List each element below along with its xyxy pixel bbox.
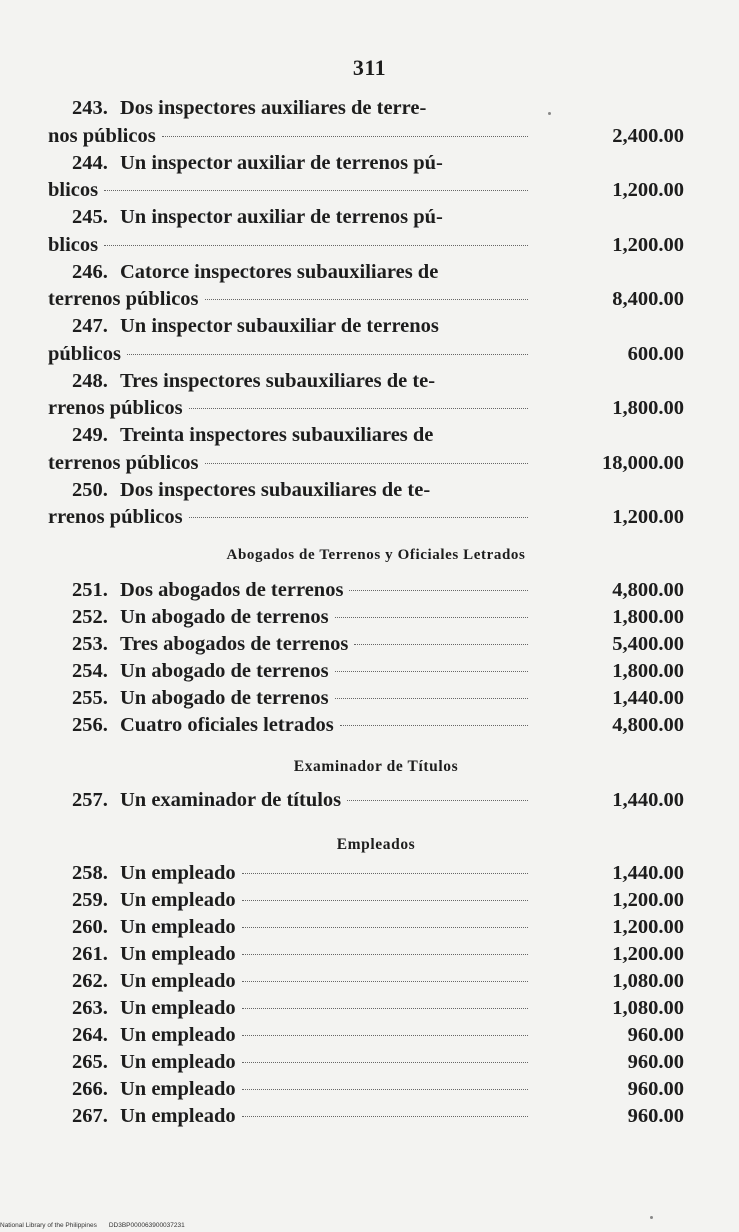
entry-text: Dos inspectores auxiliares de terre- xyxy=(120,97,427,119)
section-heading: Abogados de Terrenos y Oficiales Letrados xyxy=(226,547,526,563)
dot-leader xyxy=(242,927,528,928)
entry-amount: 1,800.00 xyxy=(612,606,684,628)
dot-leader xyxy=(242,1008,528,1009)
entry-263 xyxy=(48,995,684,1022)
entry-amount: 1,080.00 xyxy=(612,970,684,992)
entry-number: 256. xyxy=(72,714,108,736)
entry-number: 266. xyxy=(72,1078,108,1100)
entry-text: Tres abogados de terrenos xyxy=(120,633,349,655)
dot-leader xyxy=(242,1089,528,1090)
entry-text: Dos abogados de terrenos xyxy=(120,579,344,601)
entry-text-cont: rrenos públicos xyxy=(48,506,183,528)
entry-amount: 960.00 xyxy=(627,1051,684,1073)
entry-amount: 4,800.00 xyxy=(612,579,684,601)
entry-number: 267. xyxy=(72,1105,108,1127)
entry-number: 265. xyxy=(72,1051,108,1073)
entry-255 xyxy=(48,685,684,712)
entry-amount: 1,800.00 xyxy=(612,397,684,419)
entry-amount: 1,440.00 xyxy=(612,789,684,811)
section-empleados xyxy=(48,830,684,1130)
dot-leader xyxy=(335,671,528,672)
entry-254 xyxy=(48,658,684,685)
entry-number: 254. xyxy=(72,660,108,682)
entry-247 xyxy=(48,313,684,368)
dot-leader xyxy=(242,981,528,982)
entry-text: Un empleado xyxy=(120,1078,236,1100)
entry-text-cont: rrenos públicos xyxy=(48,397,183,419)
entry-text: Un empleado xyxy=(120,970,236,992)
entry-amount: 1,200.00 xyxy=(612,916,684,938)
entry-250 xyxy=(48,477,684,532)
entry-256 xyxy=(48,712,684,739)
entry-number: 251. xyxy=(72,579,108,601)
entry-243 xyxy=(48,95,684,150)
entry-text-cont: terrenos públicos xyxy=(48,451,199,474)
entry-text: Un empleado xyxy=(120,1024,236,1046)
section-examinador xyxy=(48,752,684,814)
entry-number: 253. xyxy=(72,633,108,655)
entry-amount: 1,440.00 xyxy=(612,862,684,884)
section-heading: Empleados xyxy=(336,836,416,853)
dot-leader xyxy=(127,354,528,355)
entry-260 xyxy=(48,914,684,941)
dot-leader xyxy=(205,299,528,300)
dot-leader xyxy=(335,698,528,699)
entry-number: 252. xyxy=(72,606,108,628)
entry-number: 258. xyxy=(72,862,108,884)
entry-text: Un inspector subauxiliar de terrenos xyxy=(120,315,439,337)
dot-leader xyxy=(162,136,528,137)
dot-leader xyxy=(335,617,528,618)
dot-leader xyxy=(347,800,528,801)
entry-text: Un inspector auxiliar de terrenos pú- xyxy=(120,206,443,228)
entry-number: 257. xyxy=(72,789,108,811)
entry-amount: 1,080.00 xyxy=(612,997,684,1019)
entry-amount: 5,400.00 xyxy=(612,633,684,655)
section-abogados xyxy=(48,540,684,739)
entry-amount: 960.00 xyxy=(627,1105,684,1127)
dot-leader xyxy=(242,1035,528,1036)
entry-number: 249. xyxy=(72,424,108,446)
entry-text: Treinta inspectores subauxiliares de xyxy=(120,424,434,446)
entry-amount: 1,200.00 xyxy=(612,506,684,528)
entry-text-cont: blicos xyxy=(48,179,99,201)
entry-number: 259. xyxy=(72,889,108,911)
entry-amount: 18,000.00 xyxy=(602,451,684,474)
entry-amount: 1,440.00 xyxy=(612,687,684,709)
entry-text-cont: públicos xyxy=(48,342,121,365)
entry-text: Un empleado xyxy=(120,943,236,965)
dot-leader xyxy=(242,954,528,955)
entry-262 xyxy=(48,968,684,995)
section-heading: Examinador de Títulos xyxy=(293,758,459,775)
entry-amount: 1,200.00 xyxy=(612,233,684,256)
dot-leader xyxy=(242,900,528,901)
entry-257 xyxy=(48,787,684,814)
entry-266 xyxy=(48,1076,684,1103)
dot-leader xyxy=(242,1116,528,1117)
entry-number: 245. xyxy=(72,206,108,228)
dot-leader xyxy=(189,408,528,409)
entry-text: Un empleado xyxy=(120,1051,236,1073)
entry-text: Cuatro oficiales letrados xyxy=(120,714,334,736)
entry-amount: 1,800.00 xyxy=(612,660,684,682)
entry-number: 255. xyxy=(72,687,108,709)
entry-text-cont: blicos xyxy=(48,233,99,256)
entry-246 xyxy=(48,259,684,314)
speck-mark xyxy=(548,112,551,115)
entry-253 xyxy=(48,631,684,658)
entry-amount: 4,800.00 xyxy=(612,714,684,736)
entry-number: 243. xyxy=(72,97,108,119)
dot-leader xyxy=(354,644,528,645)
footer-library: National Library of the Philippines xyxy=(0,1222,97,1229)
page-number: 311 xyxy=(352,55,387,80)
entry-text: Un examinador de títulos xyxy=(120,789,342,811)
entry-amount: 960.00 xyxy=(627,1024,684,1046)
entry-text: Un abogado de terrenos xyxy=(120,660,329,682)
dot-leader xyxy=(189,517,528,518)
entry-text: Un empleado xyxy=(120,997,236,1019)
dot-leader xyxy=(104,245,528,246)
entry-number: 244. xyxy=(72,151,108,174)
entry-267 xyxy=(48,1103,684,1130)
dot-leader xyxy=(205,463,528,464)
entry-number: 250. xyxy=(72,478,108,501)
entry-number: 246. xyxy=(72,260,108,283)
entry-text: Un empleado xyxy=(120,1105,236,1127)
entry-amount: 2,400.00 xyxy=(612,124,684,147)
dot-leader xyxy=(104,190,528,191)
speck-mark xyxy=(650,1216,653,1219)
dot-leader xyxy=(242,1062,528,1063)
entry-number: 260. xyxy=(72,916,108,938)
entry-amount: 8,400.00 xyxy=(612,288,684,310)
entry-259 xyxy=(48,887,684,914)
entry-251 xyxy=(48,577,684,604)
entry-249 xyxy=(48,422,684,477)
entry-265 xyxy=(48,1049,684,1076)
entry-number: 248. xyxy=(72,369,108,392)
entry-number: 264. xyxy=(72,1024,108,1046)
entry-text-cont: nos públicos xyxy=(48,124,156,147)
entry-number: 263. xyxy=(72,997,108,1019)
entry-252 xyxy=(48,604,684,631)
entry-248 xyxy=(48,368,684,423)
entry-text: Catorce inspectores subauxiliares de xyxy=(120,260,439,283)
entry-258 xyxy=(48,860,684,887)
dot-leader xyxy=(340,725,528,726)
footer-watermark xyxy=(0,1222,197,1229)
entry-text: Un inspector auxiliar de terrenos pú- xyxy=(120,151,443,174)
entry-text: Un abogado de terrenos xyxy=(120,687,329,709)
entry-text-cont: terrenos públicos xyxy=(48,288,199,310)
entry-text: Un empleado xyxy=(120,889,236,911)
entries-top xyxy=(48,95,684,531)
footer-code: DD3BP000063900037231 xyxy=(108,1222,185,1229)
entry-amount: 1,200.00 xyxy=(612,889,684,911)
entry-244 xyxy=(48,150,684,205)
entry-amount: 1,200.00 xyxy=(612,943,684,965)
entry-number: 262. xyxy=(72,970,108,992)
entry-text: Un empleado xyxy=(120,916,236,938)
entry-261 xyxy=(48,941,684,968)
entry-264 xyxy=(48,1022,684,1049)
entry-text: Un abogado de terrenos xyxy=(120,606,329,628)
entry-number: 261. xyxy=(72,943,108,965)
entry-text: Dos inspectores subauxiliares de te- xyxy=(120,478,431,501)
entry-amount: 1,200.00 xyxy=(612,179,684,201)
dot-leader xyxy=(349,590,528,591)
entry-245 xyxy=(48,204,684,259)
entry-number: 247. xyxy=(72,315,108,337)
dot-leader xyxy=(242,873,528,874)
entry-text: Un empleado xyxy=(120,862,236,884)
entry-amount: 960.00 xyxy=(627,1078,684,1100)
entry-text: Tres inspectores subauxiliares de te- xyxy=(120,369,436,392)
entry-amount: 600.00 xyxy=(627,342,684,365)
